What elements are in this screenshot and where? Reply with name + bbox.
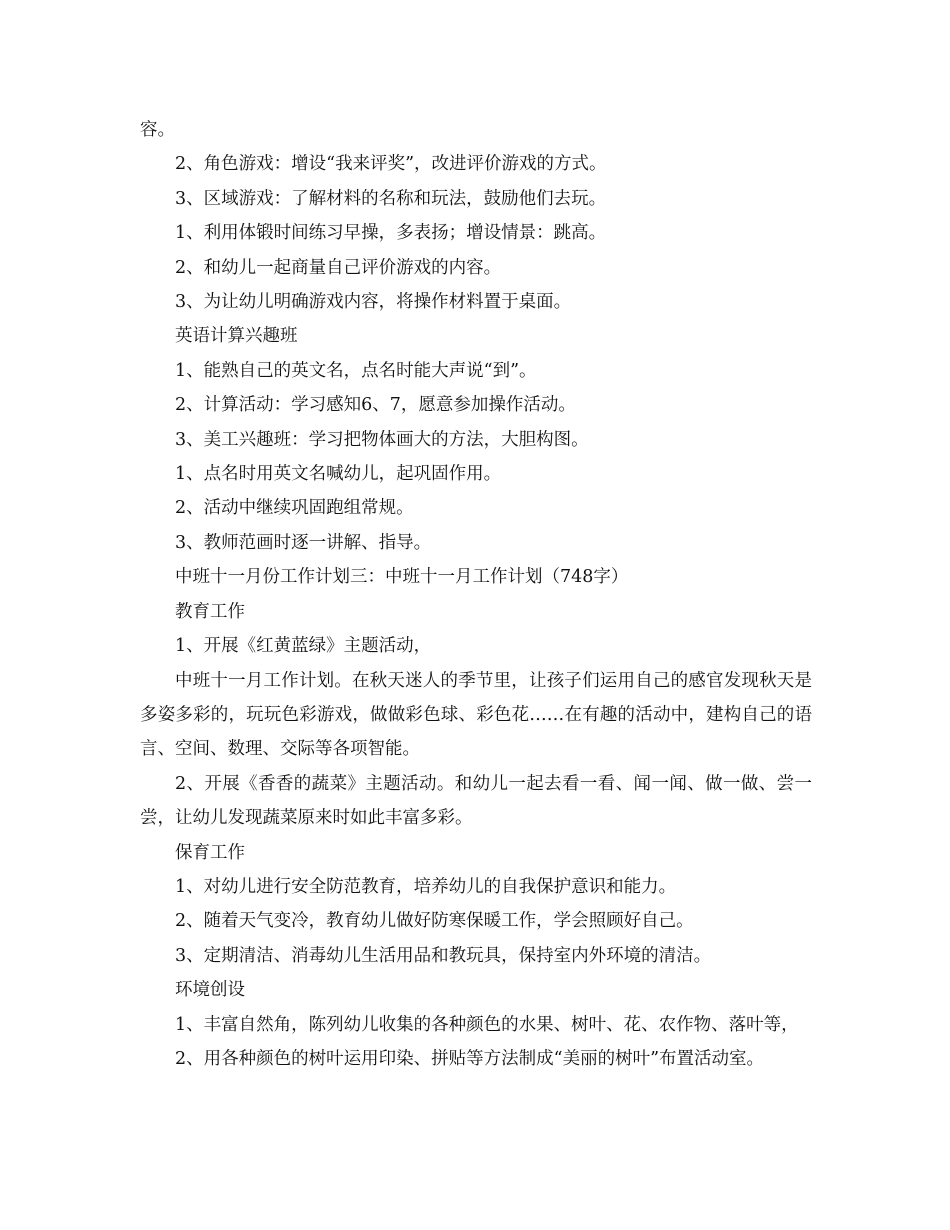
paragraph: 2、和幼儿一起商量自己评价游戏的内容。: [175, 257, 502, 278]
paragraph: 1、能熟自己的英文名，点名时能大声说“到”。: [175, 360, 537, 381]
paragraph: 3、为让幼儿明确游戏内容，将操作材料置于桌面。: [175, 292, 572, 313]
section-heading: 教育工作: [175, 601, 245, 622]
section-heading: 英语计算兴趣班: [175, 326, 298, 347]
paragraph: 1、点名时用英文名喊幼儿，起巩固作用。: [175, 464, 502, 485]
document-body: [140, 113, 812, 1076]
section-heading: 保育工作: [175, 842, 245, 863]
paragraph: 容。: [140, 120, 175, 140]
paragraph: 2、角色游戏：增设“我来评奖”，改进评价游戏的方式。: [175, 154, 607, 175]
paragraph: 2、开展《香香的蔬菜》主题活动。和幼儿一起去看一看、闻一闻、做一做、尝一尝，让幼儿发现蔬菜原来时如此丰富多彩。: [140, 773, 812, 829]
paragraph: 3、美工兴趣班：学习把物体画大的方法，大胆构图。: [175, 429, 589, 450]
paragraph: 2、计算活动：学习感知6、7，愿意参加操作活动。: [175, 395, 576, 416]
paragraph: 中班十一月工作计划。在秋天迷人的季节里，让孩子们运用自己的感官发现秋天是多姿多彩的，玩玩色彩游戏，做做彩色球、彩色花……在有趣的活动中，建构自己的语言、空间、数理、交际等各项智能。: [140, 670, 812, 760]
paragraph: 3、区域游戏：了解材料的名称和玩法，鼓励他们去玩。: [175, 188, 607, 209]
paragraph: 1、丰富自然角，陈列幼儿收集的各种颜色的水果、树叶、花、农作物、落叶等，: [175, 1014, 799, 1035]
paragraph: 2、随着天气变冷，教育幼儿做好防寒保暖工作，学会照顾好自己。: [175, 911, 694, 932]
paragraph: 2、用各种颜色的树叶运用印染、拼贴等方法制成“美丽的树叶”布置活动室。: [175, 1048, 765, 1069]
paragraph: 1、开展《红黄蓝绿》主题活动，: [175, 636, 432, 657]
section-heading: 环境创设: [175, 980, 245, 1001]
paragraph: 1、对幼儿进行安全防范教育，培养幼儿的自我保护意识和能力。: [175, 876, 677, 897]
section-title: 中班十一月份工作计划三：中班十一月工作计划（748字）: [175, 567, 629, 588]
paragraph: 2、活动中继续巩固跑组常规。: [175, 498, 414, 519]
paragraph: 3、定期清洁、消毒幼儿生活用品和教玩具，保持室内外环境的清洁。: [175, 945, 712, 966]
paragraph: 3、教师范画时逐一讲解、指导。: [175, 532, 432, 553]
paragraph: 1、利用体锻时间练习早操，多表扬；增设情景：跳高。: [175, 223, 607, 244]
